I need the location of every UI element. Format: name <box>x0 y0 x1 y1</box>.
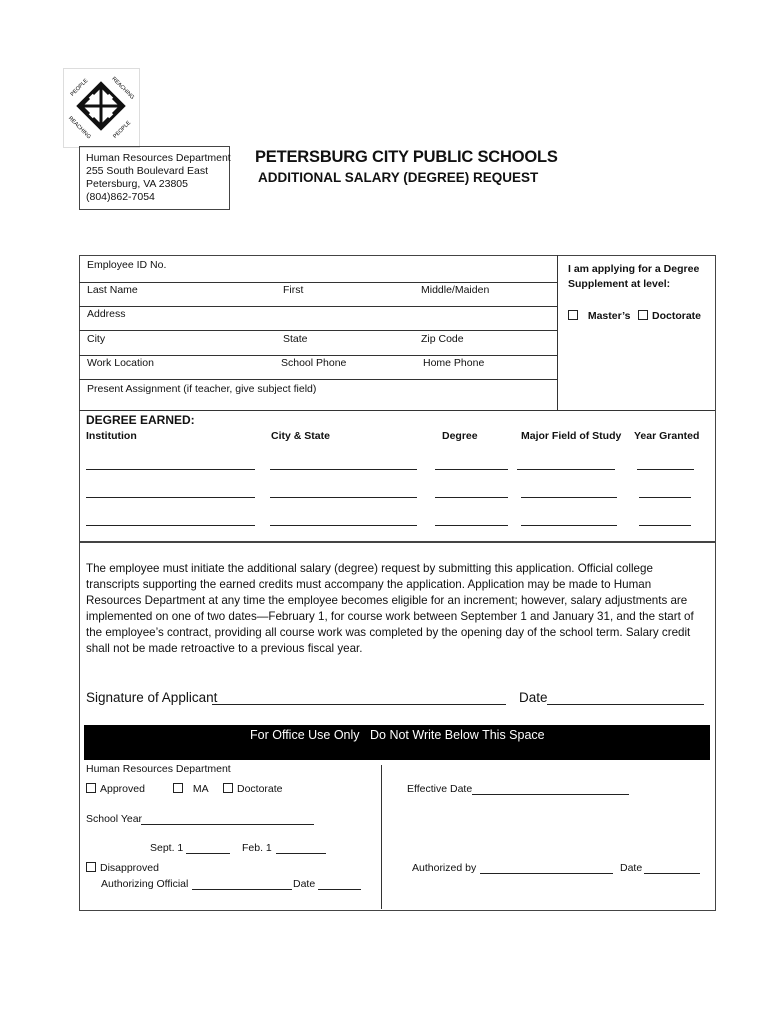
logo-word: PEOPLE <box>69 77 90 98</box>
city-state-blank[interactable] <box>270 469 417 470</box>
city-field[interactable]: City <box>87 333 106 345</box>
instructions-line: transcripts supporting the earned credits must accompany the application. Application may be made to Human <box>86 578 652 591</box>
page-title: PETERSBURG CITY PUBLIC SCHOOLS <box>255 148 558 166</box>
instructions-line: the employee’s contract, providing all course work was completed by the opening day of the school term. Salary credit <box>86 626 691 639</box>
city-state-blank[interactable] <box>270 497 417 498</box>
instructions-line: The employee must initiate the additional salary (degree) request by submitting this application. Official college <box>86 562 653 575</box>
doctorate-checkbox[interactable]: Doctorate <box>638 310 701 322</box>
logo-word: REACHING <box>110 76 136 101</box>
middle-name-field[interactable]: Middle/Maiden <box>421 284 490 296</box>
column-major-field: Major Field of Study <box>521 430 622 442</box>
present-assignment-field[interactable]: Present Assignment (if teacher, give subject field) <box>87 383 317 395</box>
signature-label: Signature of Applicant <box>86 690 218 705</box>
district-logo <box>66 72 136 140</box>
address-field[interactable]: Address <box>87 308 126 320</box>
major-blank[interactable] <box>521 497 617 498</box>
school-year-label: School Year <box>86 813 143 825</box>
checkbox-icon <box>86 862 96 872</box>
authorized-date-field[interactable] <box>644 873 700 874</box>
hr-department-label: Human Resources Department <box>86 152 231 164</box>
masters-checkbox[interactable]: Master’s <box>568 310 630 322</box>
checkbox-icon <box>173 783 183 793</box>
approved-checkbox[interactable]: Approved <box>86 783 145 795</box>
school-year-field[interactable] <box>141 824 314 825</box>
column-year-granted: Year Granted <box>634 430 700 442</box>
major-blank[interactable] <box>521 525 617 526</box>
institution-blank[interactable] <box>86 525 255 526</box>
home-phone-field[interactable]: Home Phone <box>423 357 485 369</box>
logo-word: PEOPLE <box>112 120 133 140</box>
signature-date-field[interactable] <box>547 704 704 705</box>
degree-earned-heading: DEGREE EARNED: <box>86 413 195 427</box>
employee-form-box <box>79 255 716 543</box>
do-not-write-label: Do Not Write Below This Space <box>370 728 545 742</box>
work-location-field[interactable]: Work Location <box>87 357 154 369</box>
school-phone-field[interactable]: School Phone <box>281 357 347 369</box>
office-use-label: For Office Use Only <box>250 728 360 742</box>
authorizing-date-label: Date <box>293 878 316 890</box>
last-name-field[interactable]: Last Name <box>87 284 138 296</box>
authorized-by-field[interactable] <box>480 873 613 874</box>
first-name-field[interactable]: First <box>283 284 304 296</box>
sept-label: Sept. 1 <box>150 842 184 854</box>
ma-checkbox[interactable]: MA <box>173 783 209 795</box>
authorized-date-label: Date <box>620 862 643 874</box>
authorizing-official-label: Authorizing Official <box>101 878 189 890</box>
degree-blank[interactable] <box>435 525 508 526</box>
street-address: 255 South Boulevard East <box>86 165 209 177</box>
major-blank[interactable] <box>517 469 615 470</box>
sept-field[interactable] <box>186 853 230 854</box>
office-use-banner <box>84 725 710 760</box>
zip-field[interactable]: Zip Code <box>421 333 464 345</box>
supplement-label-2: Supplement at level: <box>568 278 671 290</box>
office-hr-department: Human Resources Department <box>86 763 231 775</box>
city-state-zip: Petersburg, VA 23805 <box>86 178 188 190</box>
degree-blank[interactable] <box>435 497 508 498</box>
effective-date-label: Effective Date <box>407 783 473 795</box>
instructions-line: shall not be made retroactive to a previous fiscal year. <box>86 642 363 655</box>
city-state-blank[interactable] <box>270 525 417 526</box>
instructions-paragraph <box>86 561 711 657</box>
authorized-by-label: Authorized by <box>412 862 477 874</box>
state-field[interactable]: State <box>283 333 308 345</box>
year-blank[interactable] <box>639 497 691 498</box>
logo-word: REACHING <box>66 115 92 140</box>
institution-blank[interactable] <box>86 469 255 470</box>
authorizing-official-field[interactable] <box>192 889 292 890</box>
checkbox-icon <box>223 783 233 793</box>
column-degree: Degree <box>442 430 478 442</box>
checkbox-icon <box>568 310 578 320</box>
feb-label: Feb. 1 <box>242 842 272 854</box>
checkbox-icon <box>86 783 96 793</box>
feb-field[interactable] <box>276 853 326 854</box>
column-city-state: City & State <box>271 430 330 442</box>
office-divider <box>381 765 382 909</box>
office-doctorate-checkbox[interactable]: Doctorate <box>223 783 283 795</box>
institution-blank[interactable] <box>86 497 255 498</box>
effective-date-field[interactable] <box>472 794 629 795</box>
employee-id-field[interactable]: Employee ID No. <box>87 259 167 271</box>
page-subtitle: ADDITIONAL SALARY (DEGREE) REQUEST <box>258 170 539 185</box>
year-blank[interactable] <box>639 525 691 526</box>
signature-field[interactable] <box>212 704 506 705</box>
checkbox-icon <box>638 310 648 320</box>
signature-date-label: Date <box>519 690 548 705</box>
column-institution: Institution <box>86 430 137 442</box>
year-blank[interactable] <box>637 469 694 470</box>
instructions-line: implemented on one of two dates—February 1, for course work between September 1 and January 31, and the start of <box>86 610 694 623</box>
disapproved-checkbox[interactable]: Disapproved <box>86 862 159 874</box>
degree-blank[interactable] <box>435 469 508 470</box>
address-block <box>79 146 230 210</box>
instructions-line: Resources Department at any time the employee becomes eligible for an increment; however, salary adjustments are <box>86 594 688 607</box>
supplement-label: I am applying for a Degree <box>568 263 700 275</box>
authorizing-date-field[interactable] <box>318 889 361 890</box>
phone-number: (804)862-7054 <box>86 191 155 203</box>
